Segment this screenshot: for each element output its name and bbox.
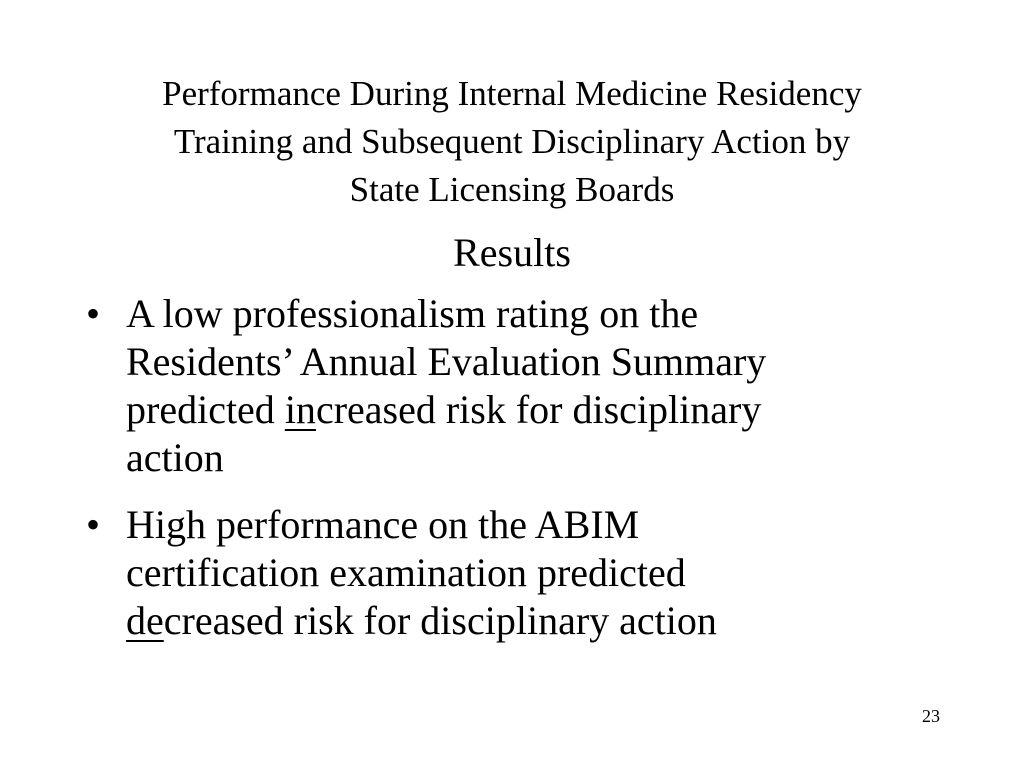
bullet-line: A low professionalism rating on the: [126, 291, 699, 336]
bullet-line: [126, 597, 906, 645]
bullet-text: [126, 290, 906, 482]
underlined-emphasis: de: [126, 598, 164, 643]
bullet-list: [86, 290, 906, 645]
bullet-text-segment: creased risk for disciplinary action: [163, 598, 717, 643]
title-line-3: State Licensing Boards: [349, 170, 675, 209]
bullet-marker: •: [86, 502, 101, 547]
bullet-text: [126, 501, 906, 645]
bullet-marker: •: [86, 291, 101, 336]
bullet-line: High performance on the ABIM: [126, 502, 640, 547]
bullet-line: [126, 386, 906, 434]
bullet-line: Residents’ Annual Evaluation Summary: [126, 339, 767, 384]
bullet-text-segment: predicted: [126, 387, 285, 432]
bullet-line: action: [126, 435, 224, 480]
bullet-line: certification examination predicted: [126, 550, 686, 595]
section-heading: Results: [453, 230, 571, 275]
bullet-item-professionalism: [86, 290, 906, 482]
title-line-2: Training and Subsequent Disciplinary Action by: [173, 122, 851, 161]
page-number: 23: [922, 706, 940, 726]
bullet-text-segment: creased risk for disciplinary: [315, 387, 762, 432]
underlined-emphasis: in: [284, 387, 316, 432]
bullet-item-abim: [86, 501, 906, 645]
title-line-1: Performance During Internal Medicine Residency: [162, 74, 862, 113]
slide-title: [100, 70, 924, 214]
